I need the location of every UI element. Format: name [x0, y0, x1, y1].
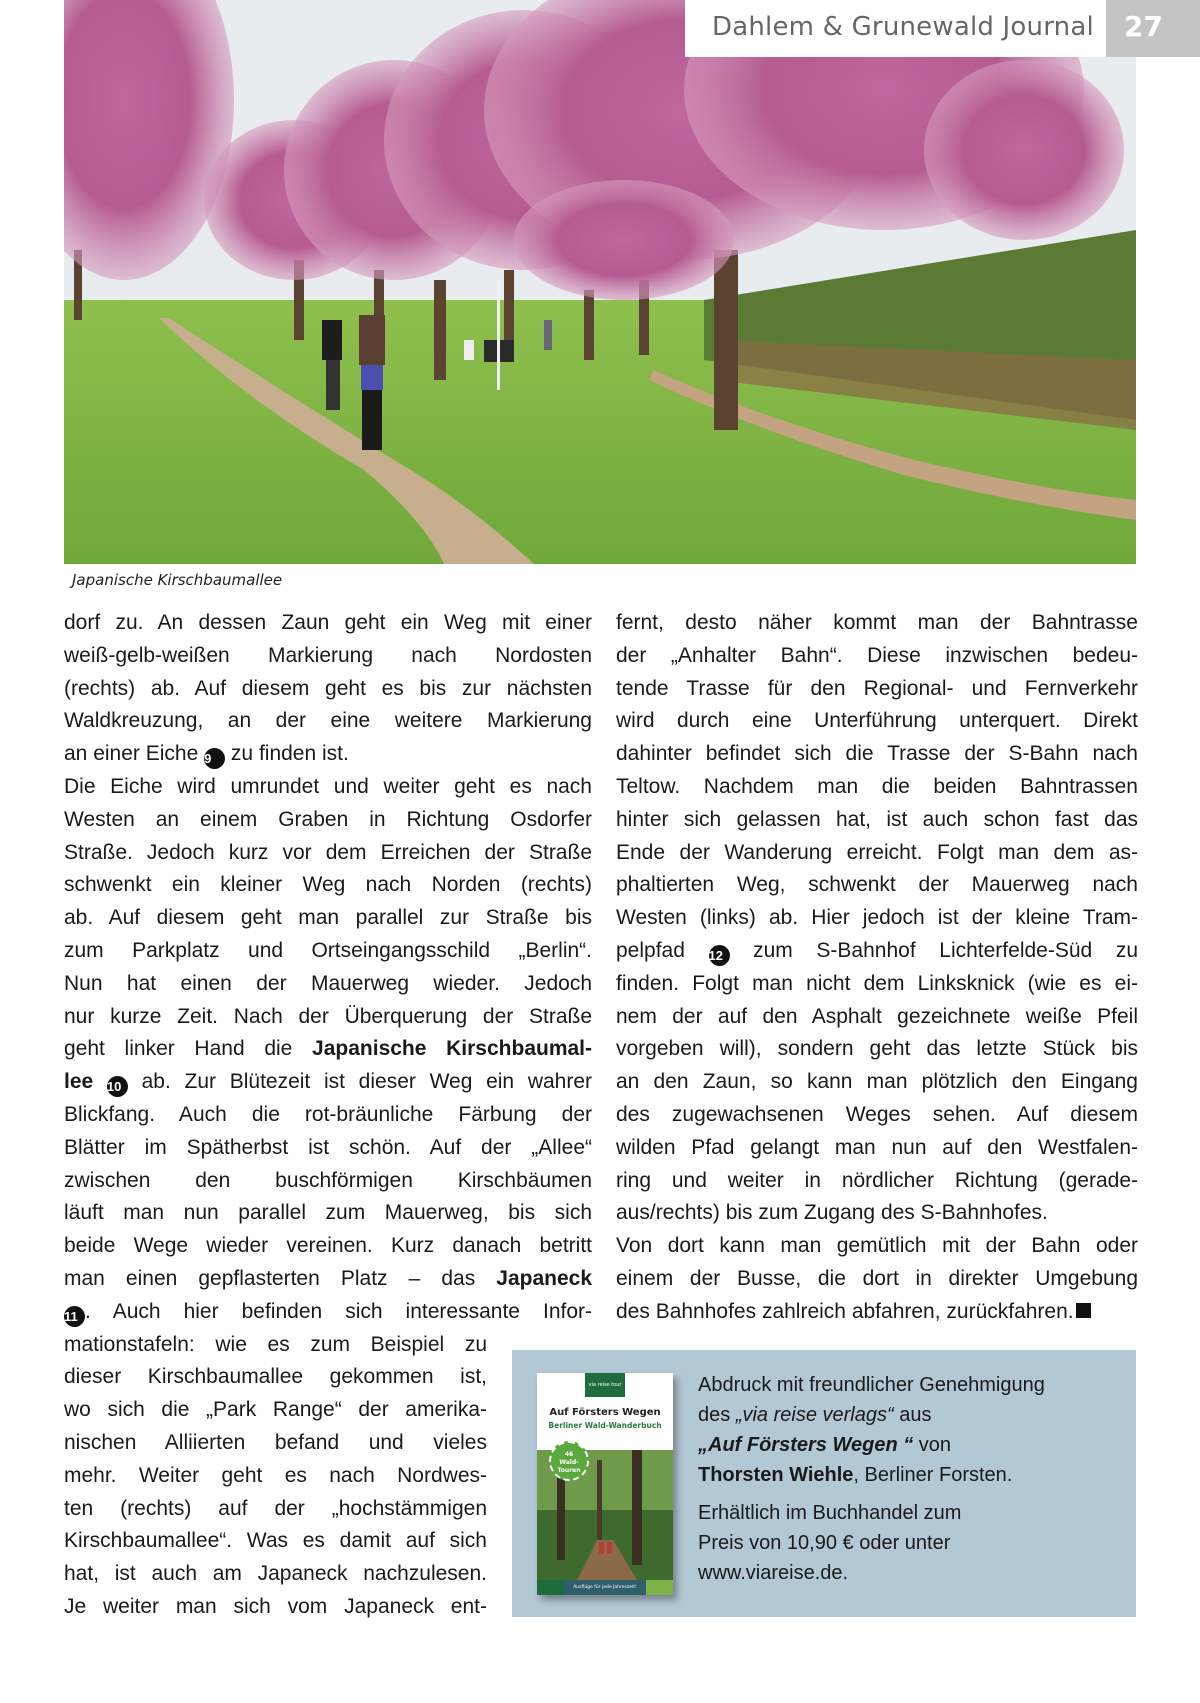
text-line — [616, 1230, 1138, 1263]
info-line-website[interactable]: www.viareise.de. — [698, 1562, 849, 1584]
text-line — [616, 935, 1138, 968]
text-line — [64, 968, 592, 1001]
info-text-fragment: von — [913, 1434, 952, 1456]
text-line — [616, 1165, 1138, 1198]
text-line — [616, 1197, 1138, 1230]
text-line — [64, 1066, 592, 1099]
spacer — [698, 1490, 1128, 1498]
text-line — [616, 869, 1138, 902]
info-line-permission: Abdruck mit freundlicher Genehmigung — [698, 1374, 1045, 1396]
text-fragment: Waldkreuzung, an der eine weitere Markierung — [64, 709, 592, 733]
text-line — [616, 705, 1138, 738]
text-fragment: mehr. Weiter geht es nach Nordwes- — [64, 1463, 487, 1487]
text-line — [616, 1001, 1138, 1034]
text-line — [616, 771, 1138, 804]
text-line — [616, 804, 1138, 837]
text-fragment: nem der auf den Asphalt gezeichnete weiße Pfeil — [616, 1004, 1138, 1028]
text-fragment: phaltierten Weg, schwenkt der Mauerweg nach — [616, 873, 1138, 897]
text-fragment: man einen gepflasterten Platz – das — [64, 1266, 497, 1290]
text-line — [64, 1001, 592, 1034]
journal-title: Dahlem & Grunewald Journal — [712, 12, 1094, 42]
text-fragment: ab. Zur Blütezeit ist dieser Weg ein wahrer — [127, 1070, 593, 1094]
book-info-box — [512, 1350, 1136, 1617]
info-text-fragment: des — [698, 1404, 736, 1426]
text-line — [64, 1525, 487, 1558]
publisher-logo: via reise tour — [585, 1373, 625, 1397]
text-fragment: geht linker Hand die — [64, 1037, 313, 1061]
text-line — [64, 1361, 487, 1394]
text-fragment: hinter sich gelassen hat, ist auch schon fast das — [616, 807, 1138, 831]
waypoint-marker-icon: 10 — [107, 1076, 128, 1097]
text-fragment: des Bahnhofes zahlreich abfahren, zurückfahren. — [616, 1299, 1074, 1323]
page-number: 27 — [1124, 10, 1163, 43]
text-line — [64, 738, 592, 771]
text-fragment: wird durch eine Unterführung unterquert. Direkt — [616, 709, 1138, 733]
text-line — [616, 837, 1138, 870]
text-fragment: zum S-Bahnhof Lichterfelde-Süd zu — [729, 938, 1138, 962]
text-fragment: dieser Kirschbaumallee gekommen ist, — [64, 1365, 487, 1389]
book-cover-footer: Ausflüge für jede Jahreszeit! — [537, 1580, 673, 1595]
text-line — [64, 1230, 592, 1263]
text-fragment: wilden Pfad gelangt man nun auf den Westfalen- — [616, 1135, 1138, 1159]
book-badge — [549, 1441, 589, 1481]
text-line — [64, 673, 592, 706]
text-fragment: tende Trasse für den Regional- und Fernverkehr — [616, 676, 1138, 700]
text-line — [64, 1394, 487, 1427]
text-fragment: Straße. Jedoch kurz vor dem Erreichen der Straße — [64, 840, 592, 864]
text-fragment: Westen (links) ab. Hier jedoch ist der kleine Tram- — [616, 906, 1138, 930]
text-line — [64, 1296, 592, 1329]
text-line — [616, 673, 1138, 706]
text-line — [616, 640, 1138, 673]
text-fragment: Westen an einem Graben in Richtung Osdorfer — [64, 807, 592, 831]
bold-place-name: Japanische Kirschbaumal- — [312, 1037, 592, 1061]
text-fragment: nur kurze Zeit. Nach der Überquerung der Straße — [64, 1004, 592, 1028]
text-fragment: Je weiter man sich vom Japaneck ent- — [64, 1594, 487, 1618]
text-line — [64, 1197, 592, 1230]
text-line — [616, 1296, 1138, 1329]
text-fragment: Ende der Wanderung erreicht. Folgt man dem as- — [616, 840, 1138, 864]
text-line — [64, 837, 592, 870]
text-line — [64, 1263, 592, 1296]
text-line — [64, 1033, 592, 1066]
info-text-fragment: aus — [893, 1404, 932, 1426]
text-line — [64, 1460, 487, 1493]
text-line — [64, 1558, 487, 1591]
info-line-author — [698, 1460, 1128, 1490]
author-name: Thorsten Wiehle — [698, 1464, 854, 1486]
text-line — [64, 705, 592, 738]
info-line-availability: Erhältlich im Buchhandel zum — [698, 1502, 962, 1524]
book-cover — [537, 1373, 673, 1595]
text-line — [64, 1132, 592, 1165]
info-line-price: Preis von 10,90 € oder unter — [698, 1532, 951, 1554]
text-line — [64, 640, 592, 673]
waypoint-marker-icon: 9 — [204, 748, 225, 769]
text-fragment: Die Eiche wird umrundet und weiter geht es nach — [64, 774, 592, 798]
photo-illustration — [64, 0, 1136, 564]
text-line — [616, 738, 1138, 771]
text-line — [64, 771, 592, 804]
text-fragment: vorgeben will), sondern geht das letzte Stück bis — [616, 1037, 1138, 1061]
text-fragment: einem der Busse, die dort in direkter Umgebung — [616, 1266, 1138, 1290]
text-fragment: ab. Auf diesem geht man parallel zur Straße bis — [64, 906, 592, 930]
text-fragment: finden. Folgt man nicht dem Linksknick (wie es ei- — [616, 971, 1138, 995]
book-cover-subtitle: Berliner Wald-Wanderbuch — [548, 1421, 662, 1430]
text-fragment: ring und weiter in nördlicher Richtung (gerade- — [616, 1168, 1138, 1192]
text-fragment: (rechts) ab. Auf diesem geht es bis zur nächsten — [64, 676, 592, 700]
bold-place-name: Japaneck — [496, 1266, 592, 1290]
text-line — [64, 1165, 592, 1198]
text-line — [64, 1099, 592, 1132]
text-line — [616, 1263, 1138, 1296]
text-line — [616, 607, 1138, 640]
book-cover-title: Auf Försters Wegen — [549, 1407, 661, 1418]
bold-place-name: lee — [64, 1070, 94, 1094]
text-fragment: läuft man nun parallel zum Mauerweg, bis sich — [64, 1201, 592, 1225]
text-fragment: Blätter im Spätherbst ist schön. Auf der „Allee“ — [64, 1135, 592, 1159]
text-fragment: an den Zaun, so kann man plötzlich den Eingang — [616, 1070, 1138, 1094]
text-line — [64, 935, 592, 968]
text-line — [64, 607, 592, 640]
waypoint-marker-icon: 12 — [709, 945, 730, 966]
text-line — [64, 1493, 487, 1526]
text-line — [616, 968, 1138, 1001]
publisher-name: „via reise verlags“ — [735, 1404, 894, 1426]
text-line — [616, 1099, 1138, 1132]
text-fragment: wo sich die „Park Range“ der amerika- — [64, 1398, 487, 1422]
badge-number: 46 — [564, 1451, 574, 1458]
info-line-book — [698, 1430, 1128, 1460]
text-fragment: pelpfad — [616, 938, 709, 962]
cherry-blossom-photo — [64, 0, 1136, 564]
text-fragment: schwenkt ein kleiner Weg nach Norden (rechts) — [64, 873, 592, 897]
text-fragment: Blickfang. Auch die rot-bräunliche Färbung der — [64, 1102, 592, 1126]
text-line — [64, 1427, 487, 1460]
article-column-right — [616, 607, 1138, 1329]
text-line — [64, 902, 592, 935]
photo-caption: Japanische Kirschbaumallee — [72, 571, 283, 589]
text-fragment: weiß-gelb-weißen Markierung nach Nordosten — [64, 643, 592, 667]
text-fragment: hat, ist auch am Japaneck nachzulesen. — [64, 1562, 487, 1586]
text-line — [64, 1329, 487, 1362]
text-fragment: nischen Alliierten befand und vieles — [64, 1430, 487, 1454]
info-text — [698, 1370, 1128, 1588]
text-line — [616, 1132, 1138, 1165]
text-fragment: zu finden ist. — [225, 742, 349, 766]
text-fragment: zwischen den buschförmigen Kirschbäumen — [64, 1168, 592, 1192]
text-fragment: mationstafeln: wie es zum Beispiel zu — [64, 1332, 487, 1356]
info-line-publisher — [698, 1400, 1128, 1430]
badge-text: Wald-Touren — [557, 1459, 581, 1474]
text-fragment: Kirschbaumallee“. Was es damit auf sich — [64, 1529, 487, 1553]
text-fragment: Teltow. Nachdem man die beiden Bahntrassen — [616, 774, 1138, 798]
text-line — [64, 1591, 487, 1624]
text-fragment: Von dort kann man gemütlich mit der Bahn oder — [616, 1234, 1138, 1258]
text-line — [64, 869, 592, 902]
text-fragment: dahinter befindet sich die Trasse der S-Bahn nach — [616, 742, 1138, 766]
info-text-fragment: , Berliner Forsten. — [853, 1464, 1013, 1486]
text-fragment: aus/rechts) bis zum Zugang des S-Bahnhofes. — [616, 1201, 1048, 1225]
text-fragment: der „Anhalter Bahn“. Diese inzwischen bedeu- — [616, 643, 1138, 667]
text-fragment: an einer Eiche — [64, 742, 205, 766]
text-fragment: des zugewachsenen Weges sehen. Auf diesem — [616, 1102, 1138, 1126]
text-fragment: fernt, desto näher kommt man der Bahntrasse — [616, 611, 1138, 634]
book-title: „Auf Försters Wegen “ — [698, 1434, 914, 1456]
text-fragment: beide Wege wieder vereinen. Kurz danach betritt — [64, 1234, 592, 1258]
end-of-article-icon — [1076, 1303, 1091, 1318]
text-fragment: ten (rechts) auf der „hochstämmigen — [64, 1496, 487, 1520]
waypoint-marker-icon: 11 — [64, 1306, 85, 1327]
text-fragment: dorf zu. An dessen Zaun geht ein Weg mit einer — [64, 611, 592, 634]
text-fragment: . Auch hier befinden sich interessante Infor- — [85, 1299, 592, 1323]
text-line — [616, 902, 1138, 935]
text-line — [616, 1066, 1138, 1099]
text-line — [64, 804, 592, 837]
text-fragment: Nun hat einen der Mauerweg wieder. Jedoch — [64, 971, 592, 995]
text-line — [616, 1033, 1138, 1066]
text-fragment: zum Parkplatz und Ortseingangsschild „Berlin“. — [64, 938, 592, 962]
